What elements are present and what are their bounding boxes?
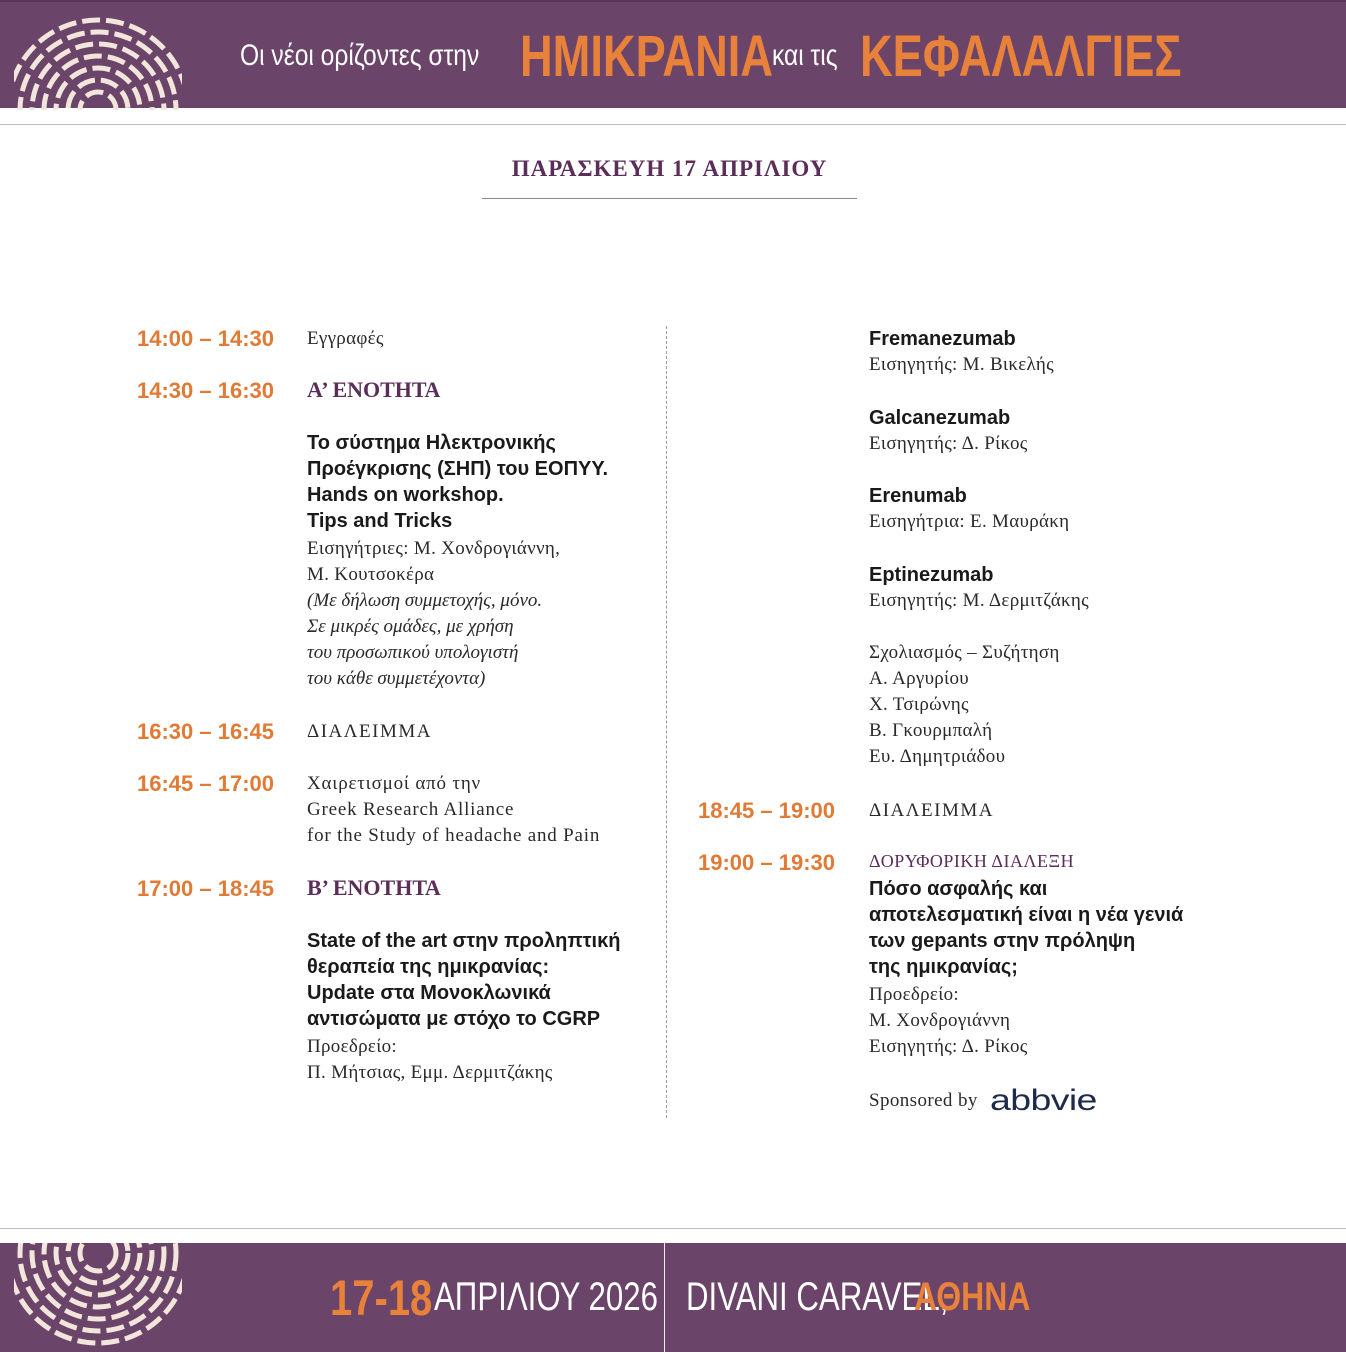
time-slot: 18:45 – 19:00 (698, 798, 835, 823)
drug-title: Erenumab (869, 485, 967, 507)
satellite-lecture-heading: ΔΟΡΥΦΟΡΙΚΗ ΔΙΑΛΕΞΗ (869, 851, 1075, 871)
satellite-talk-title: Πόσο ασφαλής και αποτελεσματική είναι η νέα γενιά των gepants στην πρόληψη της ημικρανίας; (869, 878, 1184, 978)
event-title (240, 2, 1272, 110)
venue-city: ΑΘΗΝΑ (914, 1275, 1031, 1319)
event-venue (686, 1243, 1060, 1352)
section-b-heading: Β’ ΕΝΟΤΗΤΑ (307, 875, 441, 900)
sponsor-logo: abbvie (989, 1084, 1097, 1117)
footer-separator (664, 1243, 665, 1352)
maze-spiral-icon (14, 10, 182, 110)
section-b-chair: Προεδρείο: Π. Μήτσιας, Εμμ. Δερμιτζάκης (307, 1036, 553, 1083)
event-days: 17-18 (330, 1269, 433, 1326)
day-title-underline (482, 198, 857, 199)
break-label: ΔΙΑΛΕΙΜΜΑ (307, 721, 432, 742)
drug-title: Galcanezumab (869, 407, 1011, 429)
footer-banner (0, 1243, 1346, 1352)
venue-name: DIVANI CARAVEL, (686, 1275, 949, 1319)
maze-spiral-icon (14, 1243, 182, 1352)
section-b-talk-title: State of the art στην προληπτική θεραπεία της ημικρανίας: Update στα Μονοκλωνικά αντισώματα με στόχο το CGRP (307, 930, 621, 1030)
drug-title: Fremanezumab (869, 328, 1016, 350)
time-slot: 19:00 – 19:30 (698, 850, 835, 875)
section-a-heading: Α’ ΕΝΟΤΗΤΑ (307, 377, 441, 402)
day-title: ΠΑΡΑΣΚΕΥΗ 17 ΑΠΡΙΛΙΟΥ (511, 156, 828, 181)
workshop-note: (Με δήλωση συμμετοχής, μόνο. Σε μικρές ομάδες, με χρήση του προσωπικού υπολογιστή του κάθε συμμετέχοντα) (307, 590, 543, 689)
drug-speaker: Εισηγητής: Δ. Ρίκος (869, 433, 1028, 454)
workshop-speakers: Εισηγήτριες: Μ. Χονδρογιάννη, Μ. Κουτσοκέρα (307, 538, 561, 585)
registration-label: Εγγραφές (307, 328, 384, 349)
title-part1: Οι νέοι ορίζοντες στην (240, 39, 480, 72)
event-month-year: ΑΠΡΙΛΙΟΥ 2026 (434, 1275, 658, 1319)
header-banner (0, 0, 1346, 108)
break-label: ΔΙΑΛΕΙΜΜΑ (869, 800, 994, 821)
divider-bottom (0, 1228, 1346, 1229)
divider-top (0, 124, 1346, 125)
drug-speaker: Εισηγητής: Μ. Δερμιτζάκης (869, 590, 1089, 611)
column-divider (666, 326, 667, 1118)
time-slot: 14:30 – 16:30 (137, 378, 274, 403)
title-highlight-headaches: ΚΕΦΑΛΑΛΓΙΕΣ (860, 23, 1182, 89)
workshop-title: Το σύστημα Ηλεκτρονικής Προέγκρισης (ΣΗΠ) του ΕΟΠΥΥ. Hands on workshop. Tips and Tricks (307, 432, 609, 532)
discussion-block: Σχολιασμός – Συζήτηση Α. Αργυρίου Χ. Τσιρώνης Β. Γκουρμπαλή Ευ. Δημητριάδου (869, 642, 1060, 767)
greetings-text: Χαιρετισμοί από την Greek Research Alliance for the Study of headache and Pain (307, 773, 601, 846)
time-slot: 16:30 – 16:45 (137, 719, 274, 744)
sponsor-block (869, 1084, 1097, 1118)
time-slot: 17:00 – 18:45 (137, 876, 274, 901)
drug-title: Eptinezumab (869, 564, 994, 586)
drug-speaker: Εισηγήτρια: Ε. Μαυράκη (869, 511, 1070, 532)
drug-speaker: Εισηγητής: Μ. Βικελής (869, 354, 1054, 375)
satellite-chair: Προεδρείο: Μ. Χονδρογιάννη Εισηγητής: Δ. Ρίκος (869, 984, 1028, 1057)
time-slot: 16:45 – 17:00 (137, 771, 274, 796)
time-slot: 14:00 – 14:30 (137, 326, 274, 351)
event-date (330, 1243, 721, 1352)
sponsor-label: Sponsored by (869, 1090, 978, 1111)
title-highlight-migraine: ΗΜΙΚΡΑΝΙΑ (520, 23, 774, 89)
title-part2: και τις (772, 39, 838, 72)
